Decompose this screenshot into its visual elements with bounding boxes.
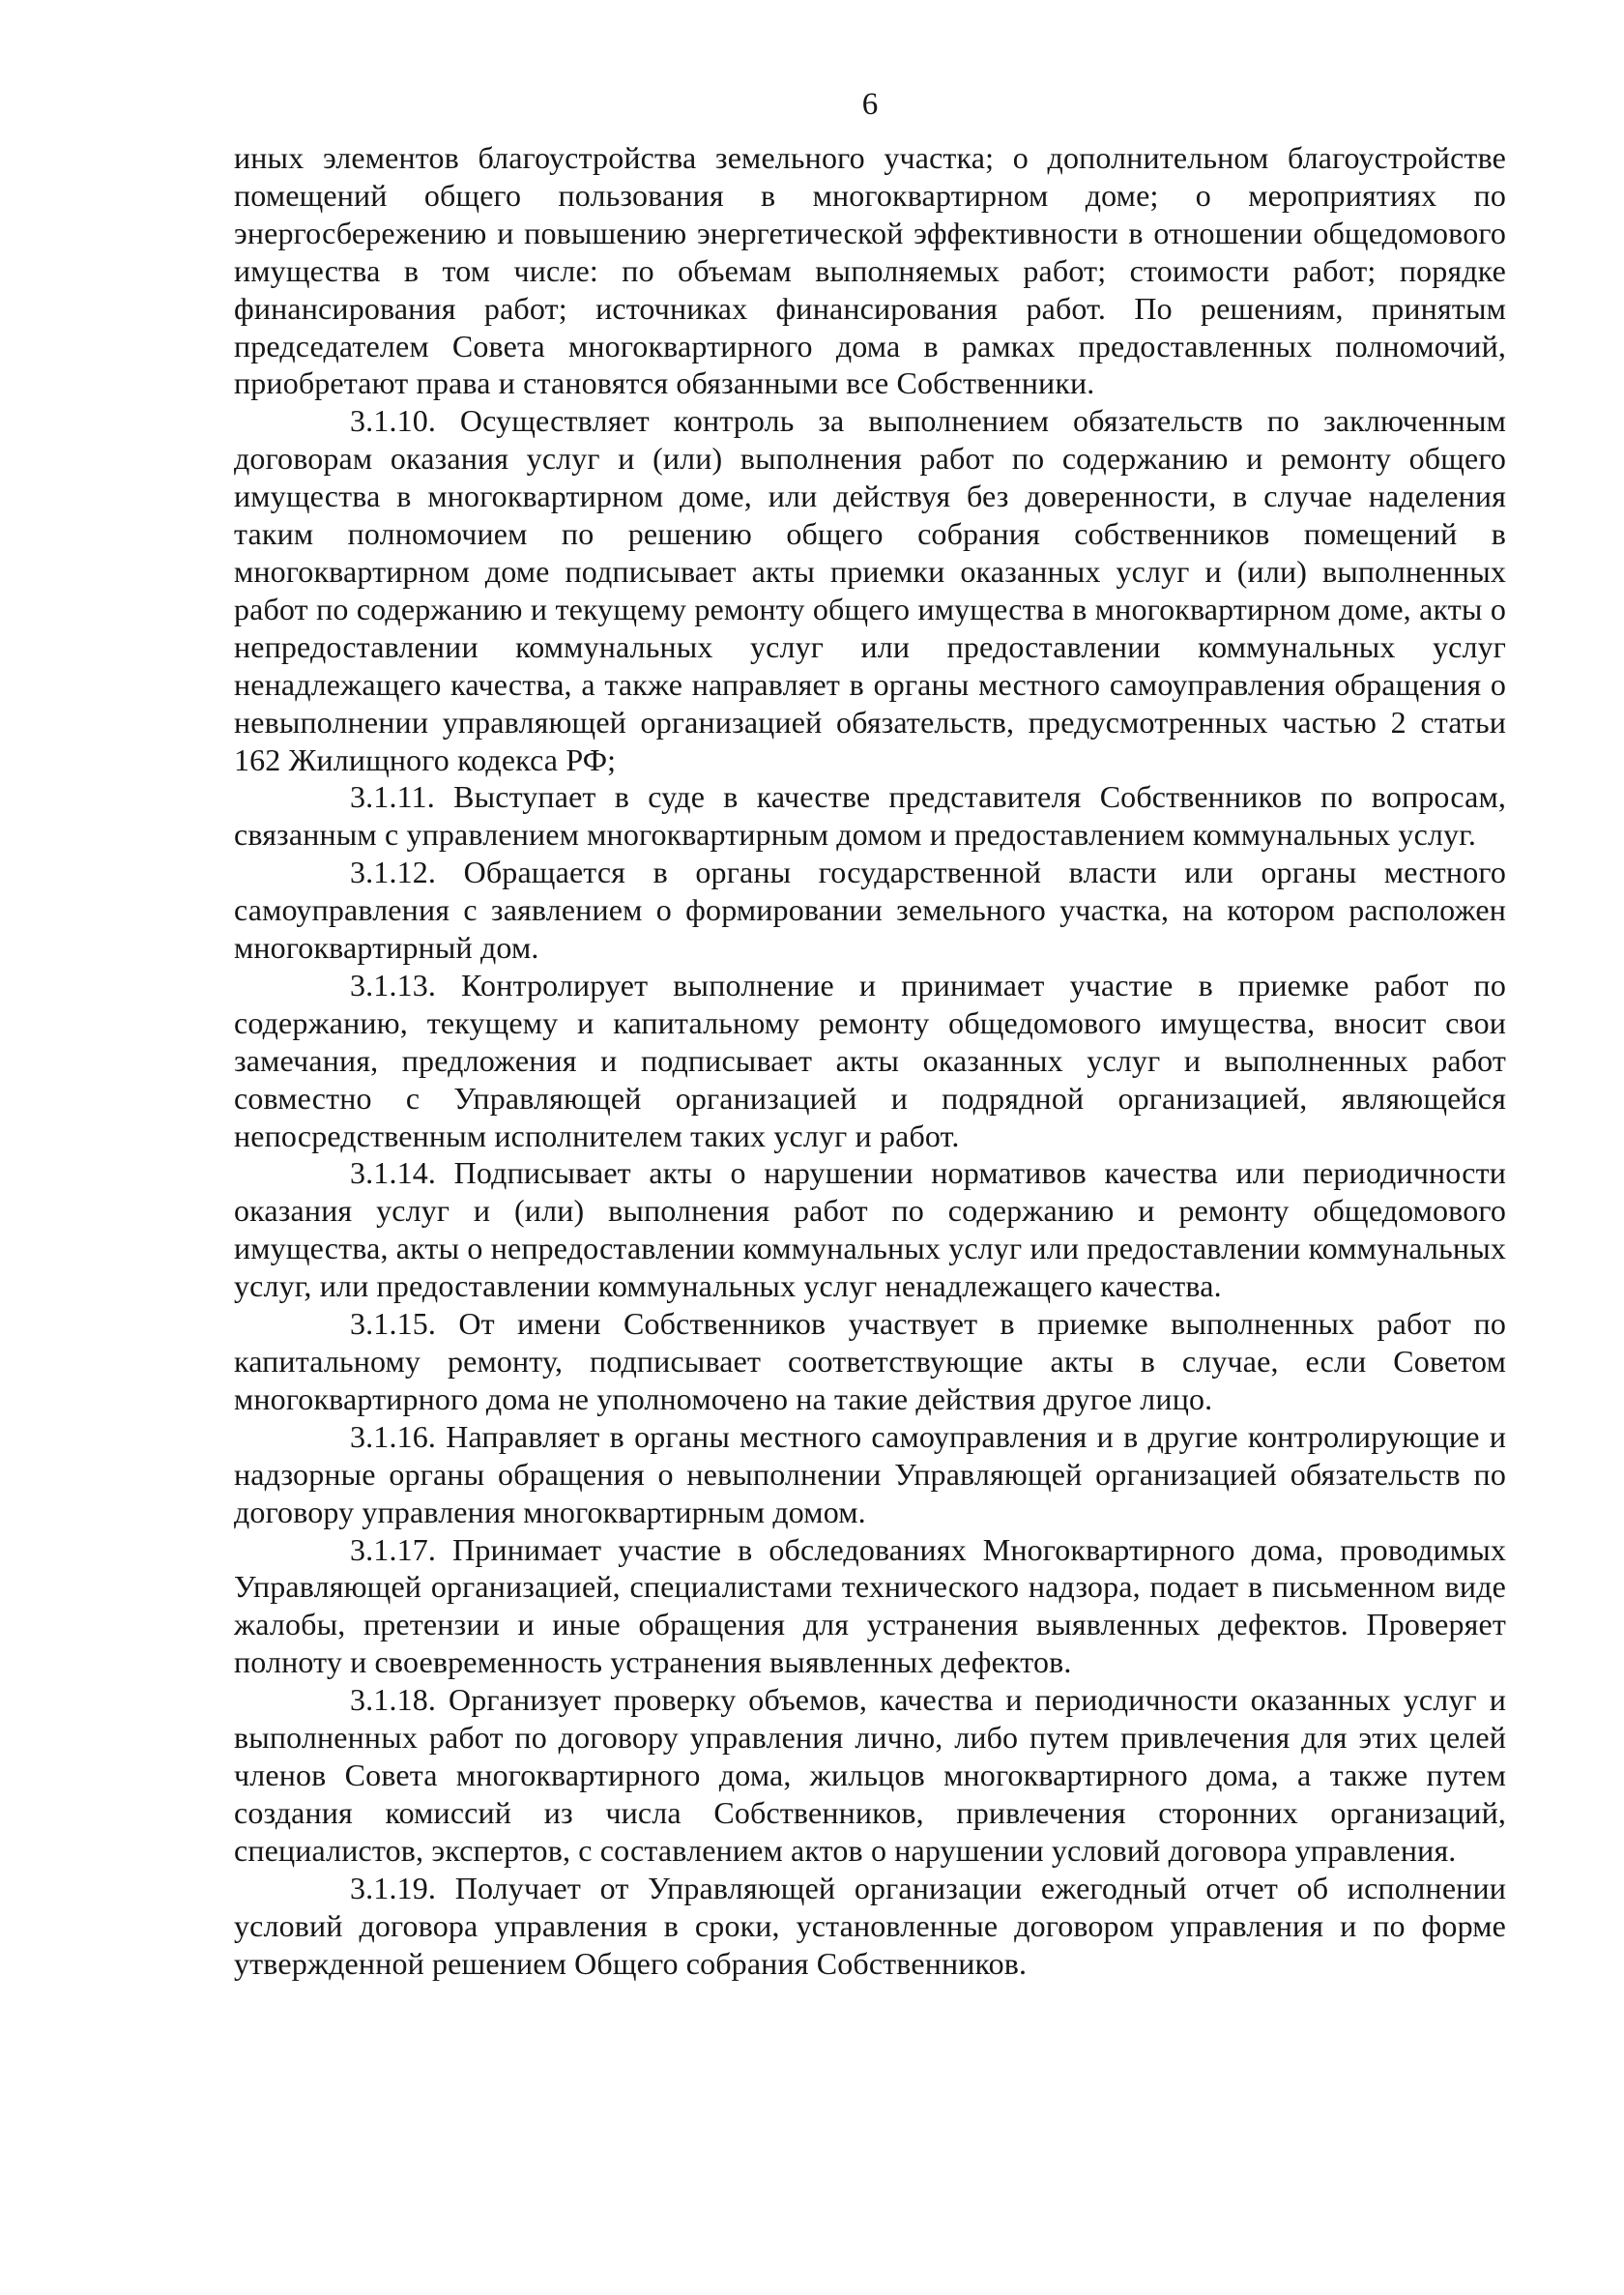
clause-text: От имени Собственников участвует в приемке выполненных работ по капитальному ремонту, подписывает соответствующие акты в случае, если Советом многоквартирного дома не уполномочено на такие действия другое лицо. bbox=[234, 1306, 1507, 1416]
clause-3-1-17 bbox=[234, 1531, 1506, 1682]
clause-3-1-15 bbox=[234, 1305, 1506, 1418]
clause-text: Контролирует выполнение и принимает участие в приемке работ по содержанию, текущему и капитальному ремонту общедомового имущества, вносит свои замечания, предложения и подписывает акты оказанных услуг и выполненных работ совместно с Управляющей организацией и подрядной организацией, являющейся непосредственным исполнителем таких услуг и работ. bbox=[234, 967, 1506, 1153]
clause-3-1-18 bbox=[234, 1681, 1506, 1870]
clause-number: 3.1.15. bbox=[350, 1306, 437, 1342]
clause-3-1-12 bbox=[234, 854, 1506, 967]
clause-text: Осуществляет контроль за выполнением обязательств по заключенным договорам оказания услуг и (или) выполнения работ по содержанию и ремонту общего имущества в многоквартирном доме, или действуя без доверенности, в случае наделения таким полномочием по решению общего собрания собственников помещений в многоквартирном доме подписывает акты приемки оказанных услуг и (или) выполненных работ по содержанию и текущему ремонту общего имущества в многоквартирном доме, акты о непредоставлении коммунальных услуг или предоставлении коммунальных услуг ненадлежащего качества, а также направляет в органы местного самоуправления обращения о невыполнении управляющей организацией обязательств, предусмотренных частью 2 статьи 162 Жилищного кодекса РФ; bbox=[234, 403, 1506, 777]
page-number: 6 bbox=[861, 87, 879, 122]
clause-text: Получает от Управляющей организации ежегодный отчет об исполнении условий договора управления в сроки, установленные договором управления и по форме утвержденной решением Общего собрания Собственников. bbox=[234, 1870, 1506, 1981]
clause-text: Обращается в органы государственной власти или органы местного самоуправления с заявлением о формировании земельного участка, на котором расположен многоквартирный дом. bbox=[234, 855, 1506, 966]
clause-3-1-19 bbox=[234, 1870, 1506, 1983]
clause-number: 3.1.11. bbox=[350, 779, 435, 815]
clause-3-1-11 bbox=[234, 778, 1506, 854]
clause-text: Выступает в суде в качестве представителя Собственников по вопросам, связанным с управлением многоквартирным домом и предоставлением коммунальных услуг. bbox=[234, 779, 1507, 853]
clause-3-1-16 bbox=[234, 1418, 1506, 1531]
clause-number: 3.1.16. bbox=[350, 1418, 437, 1454]
clause-text: Организует проверку объемов, качества и периодичности оказанных услуг и выполненных работ по договору управления лично, либо путем привлечения для этих целей членов Совета многоквартирного дома, жильцов многоквартирного дома, а также путем создания комиссий из числа Собственников, привлечения сторонних организаций, специалистов, экспертов, с составлением актов о нарушении условий договора управления. bbox=[234, 1682, 1506, 1868]
clause-text: Подписывает акты о нарушении нормативов качества или периодичности оказания услуг и (или) выполнения работ по содержанию и ремонту общедомового имущества, акты о непредоставлении коммунальных услуг или предоставлении коммунальных услуг, или предоставлении коммунальных услуг ненадлежащего качества. bbox=[234, 1155, 1506, 1304]
clause-number: 3.1.13. bbox=[350, 967, 437, 1002]
clause-number: 3.1.12. bbox=[350, 855, 437, 890]
paragraph-text: иных элементов благоустройства земельного участка; о дополнительном благоустройстве помещений общего пользования в многоквартирном доме; о мероприятиях по энергосбережению и повышению энергетической эффективности в отношении общедомового имущества в том числе: по объемам выполняемых работ; стоимости работ; порядке финансирования работ; источниках финансирования работ. По решениям, принятым председателем Совета многоквартирного дома в рамках предоставленных полномочий, приобретают права и становятся обязанными все Собственники. bbox=[234, 140, 1506, 401]
body-text bbox=[234, 139, 1506, 1982]
clause-number: 3.1.19. bbox=[350, 1870, 437, 1905]
clause-3-1-14 bbox=[234, 1154, 1506, 1305]
clause-number: 3.1.18. bbox=[350, 1682, 437, 1718]
clause-text: Направляет в органы местного самоуправления и в другие контролирующие и надзорные органы обращения о невыполнении Управляющей организацией обязательств по договору управления многоквартирным домом. bbox=[234, 1418, 1506, 1529]
clause-number: 3.1.10. bbox=[350, 403, 437, 439]
clause-3-1-13 bbox=[234, 967, 1506, 1155]
clause-number: 3.1.14. bbox=[350, 1155, 437, 1191]
clause-text: Принимает участие в обследованиях Многоквартирного дома, проводимых Управляющей организацией, специалистами технического надзора, подает в письменном виде жалобы, претензии и иные обращения для устранения выявленных дефектов. Проверяет полноту и своевременность устранения выявленных дефектов. bbox=[234, 1531, 1506, 1680]
paragraph-continuation bbox=[234, 139, 1506, 402]
clause-3-1-10 bbox=[234, 402, 1506, 778]
clause-number: 3.1.17. bbox=[350, 1531, 437, 1567]
